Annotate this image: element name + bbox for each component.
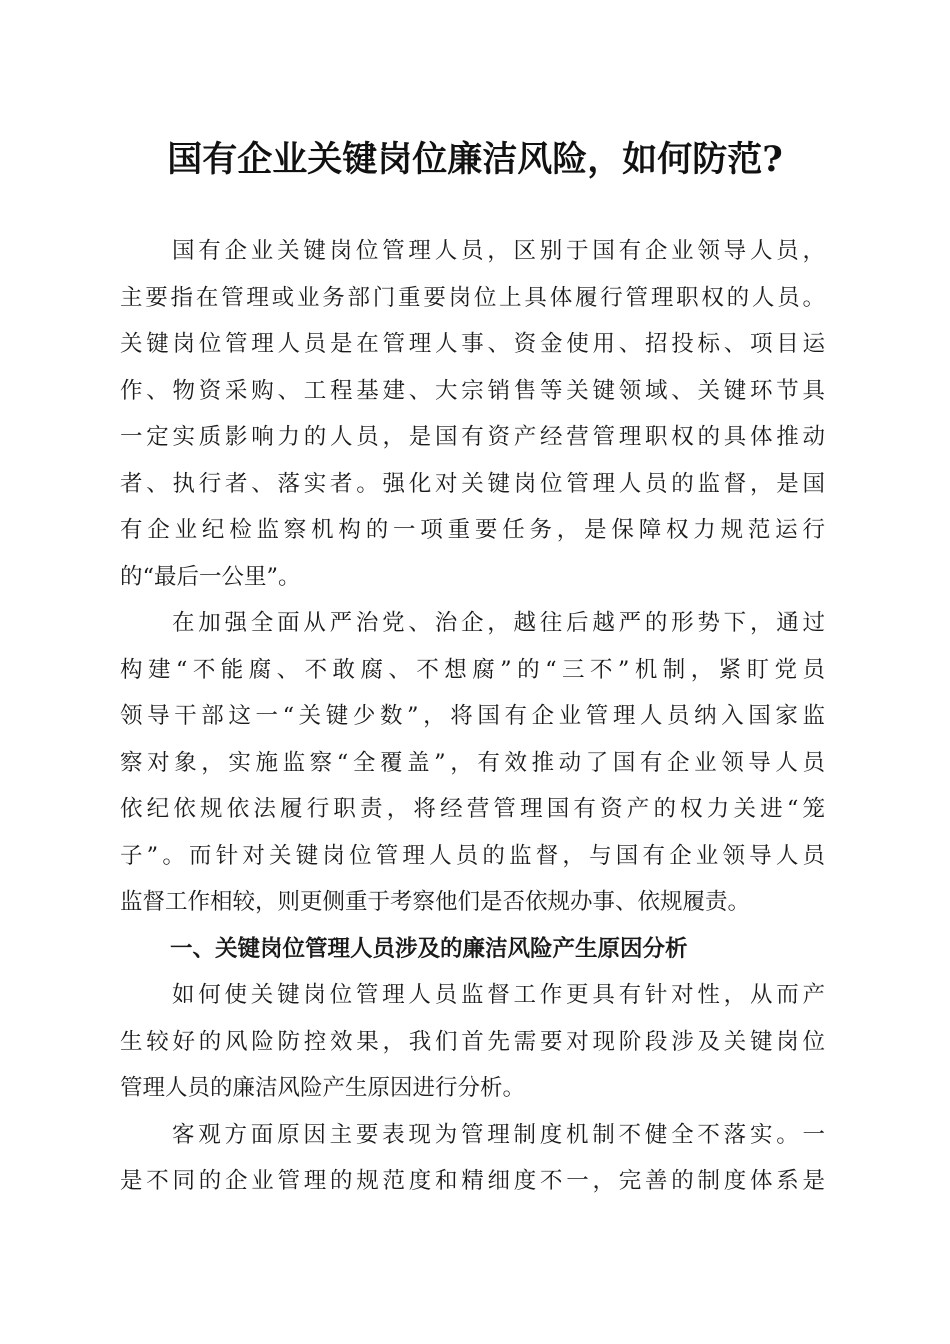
paragraph-line: 构建“不能腐、不敢腐、不想腐”的“三不”机制，紧盯党员: [120, 656, 825, 683]
paragraph-intro: [120, 228, 825, 600]
paragraph-context: [120, 600, 825, 926]
paragraph-line: 监督工作相较，则更侧重于考察他们是否依规办事、依规履责。: [120, 889, 751, 915]
paragraph-line: 依纪依规依法履行职责，将经营管理国有资产的权力关进“笼: [120, 796, 825, 822]
paragraph-line: 生较好的风险防控效果，我们首先需要对现阶段涉及关键岗位: [120, 1028, 825, 1055]
document-body: [120, 228, 825, 1205]
paragraph-line: 主要指在管理或业务部门重要岗位上具体履行管理职权的人员。: [120, 284, 825, 311]
paragraph-line: 客观方面原因主要表现为管理制度机制不健全不落实。一: [172, 1121, 825, 1148]
paragraph-line: 如何使关键岗位管理人员监督工作更具有针对性，从而产: [172, 982, 825, 1008]
paragraph-line: 有企业纪检监察机构的一项重要任务，是保障权力规范运行: [120, 517, 825, 543]
paragraph-line: 子”。而针对关键岗位管理人员的监督，与国有企业领导人员: [120, 842, 825, 869]
paragraph-objective-causes: [120, 1112, 825, 1205]
paragraph-line: 国有企业关键岗位管理人员，区别于国有企业领导人员，: [172, 238, 825, 264]
paragraph-line: 领导干部这一“关键少数”，将国有企业管理人员纳入国家监: [120, 703, 825, 729]
paragraph-line: 察对象，实施监察“全覆盖”，有效推动了国有企业领导人员: [120, 749, 825, 776]
paragraph-line: 作、物资采购、工程基建、大宗销售等关键领域、关键环节具: [120, 377, 825, 404]
document-title: 国有企业关键岗位廉洁风险，如何防范?: [167, 139, 783, 180]
paragraph-line: 者、执行者、落实者。强化对关键岗位管理人员的监督，是国: [120, 470, 825, 497]
paragraph-line: 关键岗位管理人员是在管理人事、资金使用、招投标、项目运: [120, 331, 825, 357]
section-heading: 一、关键岗位管理人员涉及的廉洁风险产生原因分析: [170, 935, 688, 962]
paragraph-line: 一定实质影响力的人员，是国有资产经营管理职权的具体推动: [120, 424, 825, 450]
paragraph-line: 在加强全面从严治党、治企，越往后越严的形势下，通过: [172, 610, 825, 636]
paragraph-analysis: [120, 972, 825, 1112]
paragraph-line: 的“最后一公里”。: [120, 563, 301, 590]
paragraph-line: 是不同的企业管理的规范度和精细度不一，完善的制度体系是: [120, 1168, 825, 1194]
paragraph-line: 管理人员的廉洁风险产生原因进行分析。: [120, 1075, 526, 1101]
